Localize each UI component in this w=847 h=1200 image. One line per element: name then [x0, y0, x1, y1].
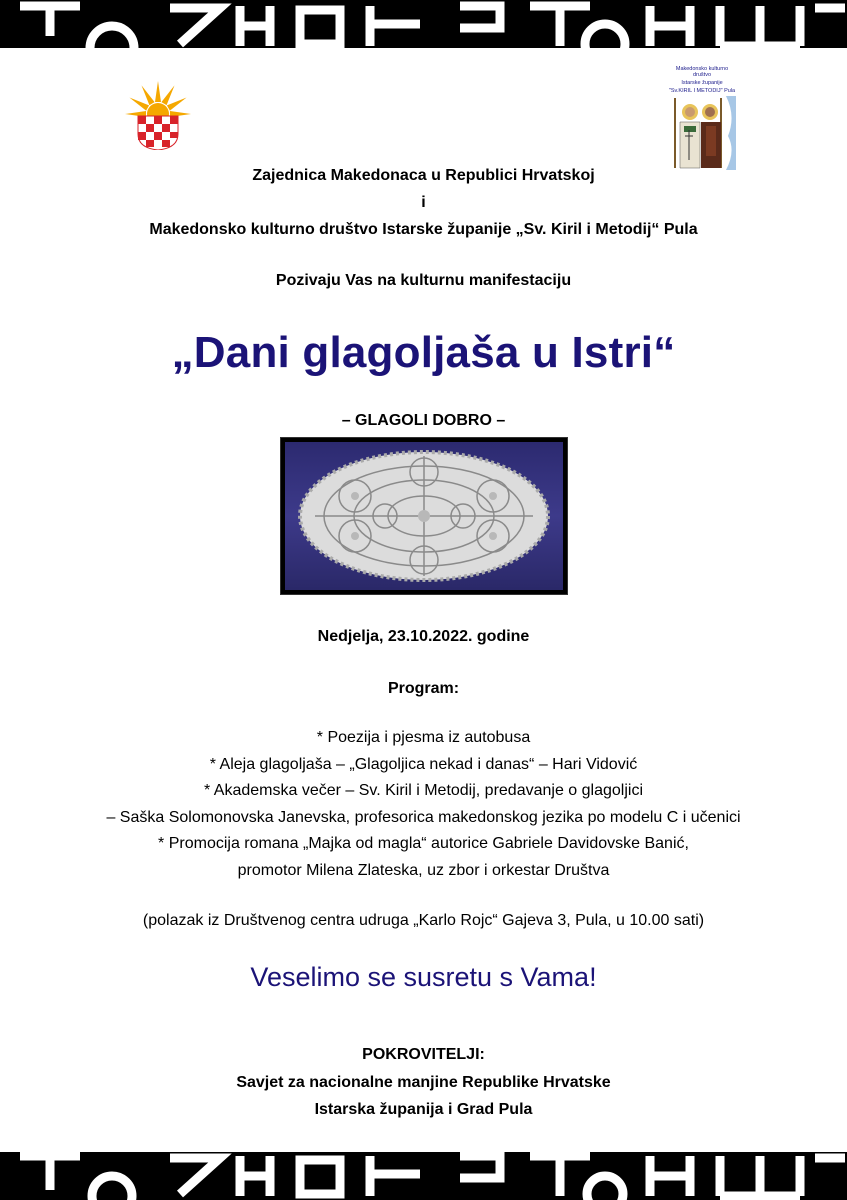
sponsor-line-1: Savjet za nacionalne manjine Republike Hrvatske — [236, 1074, 611, 1091]
society-logo-caption-1: Makedonsko kulturno društvo — [675, 66, 729, 78]
program-heading: Program: — [387, 680, 460, 697]
society-logo-caption-3: "Sv.KIRIL I METODIJ" Pula — [668, 88, 736, 94]
organizer-line: Zajednica Makedonaca u Republici Hrvatskoj — [252, 167, 595, 184]
lace-doily-image — [280, 437, 568, 595]
community-logo — [124, 80, 192, 150]
top-glagolitic-band — [0, 0, 847, 48]
event-title: „Dani glagoljaša u Istri“ — [171, 328, 676, 377]
program-line-6: promotor Milena Zlateska, uz zbor i orkestar Društva — [237, 861, 610, 879]
program-line-2: * Aleja glagoljaša – „Glagoljica nekad i danas“ – Hari Vidović — [209, 755, 638, 773]
bottom-glagolitic-band — [0, 1152, 847, 1200]
glagolitic-letters-pattern-bottom — [0, 1152, 847, 1200]
society-line: Makedonsko kulturno društvo Istarske županije „Sv. Kiril i Metodij“ Pula — [149, 221, 698, 238]
program-line-1: * Poezija i pjesma iz autobusa — [316, 729, 531, 746]
sponsor-line-2: Istarska županija i Grad Pula — [314, 1101, 533, 1118]
program-line-3: * Akademska večer – Sv. Kiril i Metodij, predavanje o glagoljici — [203, 782, 644, 799]
conjunction-line: i — [421, 194, 426, 211]
program-line-4: – Saška Solomonovska Janevska, profesorica makedonskog jezika po modelu C i učenici — [106, 808, 741, 826]
program-line-5: * Promocija romana „Majka od magla“ autorice Gabriele Davidovske Banić, — [158, 835, 689, 852]
saints-image — [668, 96, 736, 170]
event-date: Nedjelja, 23.10.2022. godine — [317, 628, 530, 645]
society-logo-caption-2: Istarske županije — [681, 80, 723, 86]
sponsors-heading: POKROVITELJI: — [362, 1046, 485, 1063]
invite-line: Pozivaju Vas na kulturnu manifestaciju — [275, 272, 572, 289]
event-subtitle: – GLAGOLI DOBRO – — [341, 412, 506, 429]
society-logo — [668, 66, 736, 160]
greeting: Veselimo se susretu s Vama! — [250, 962, 597, 992]
glagolitic-letters-pattern-top — [0, 0, 847, 48]
departure-note: (polazak iz Društvenog centra udruga „Karlo Rojc“ Gajeva 3, Pula, u 10.00 sati) — [142, 912, 705, 929]
program-list — [0, 725, 847, 884]
